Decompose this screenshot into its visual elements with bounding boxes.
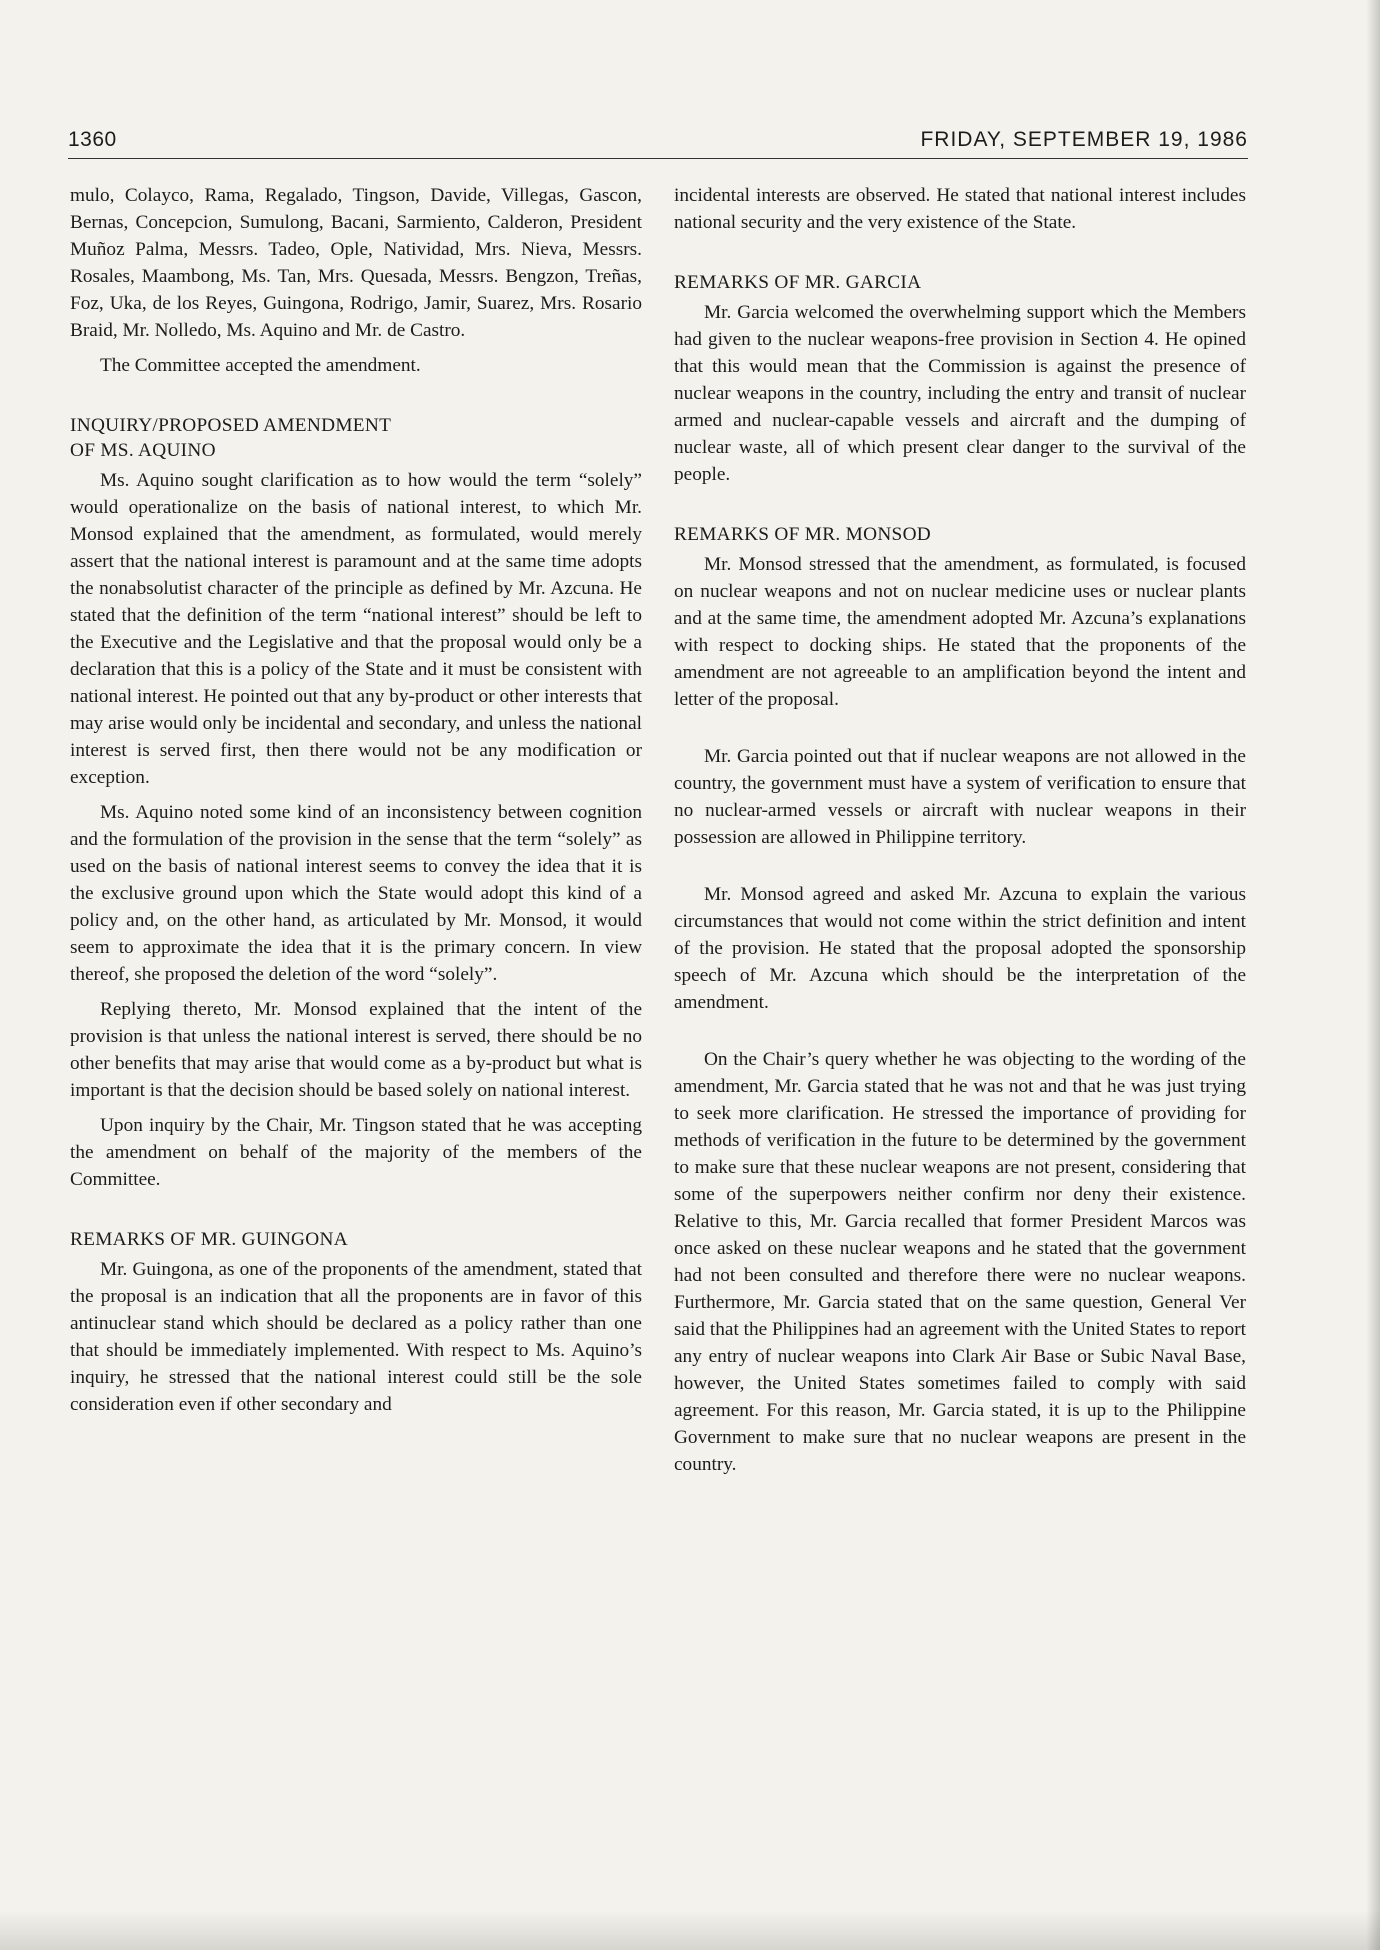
paragraph: Ms. Aquino noted some kind of an inconsistency between cognition and the formulation of the provision in the sense that the term “solely” as used on the basis of national interest seems to convey the idea that it is the exclusive ground upon which the State would adopt this kind of a policy and, on the other hand, as articulated by Mr. Monsod, it would seem to approximate the idea that it is the primary concern. In view thereof, she proposed the deletion of the word “solely”. <box>70 802 642 985</box>
section-heading-line: OF MS. AQUINO <box>70 440 216 461</box>
paragraph: Mr. Guingona, as one of the proponents of the amendment, stated that the proposal is an indication that all the proponents are in favor of this antinuclear stand which should be declared as a policy rather than one that should be immediately implemented. With respect to Ms. Aquino’s inquiry, he stressed that the national interest could still be the sole consideration even if other secondary and <box>70 1259 642 1415</box>
paragraph: The Committee accepted the amendment. <box>100 355 421 376</box>
page-date: FRIDAY, SEPTEMBER 19, 1986 <box>920 128 1248 151</box>
section-heading-line: INQUIRY/PROPOSED AMENDMENT <box>70 415 392 436</box>
paragraph-gap <box>674 721 1246 743</box>
section-heading <box>70 413 642 463</box>
paragraph: Ms. Aquino sought clarification as to how would the term “solely” would operationalize on the basis of national interest, to which Mr. Monsod explained that the amendment, as formulated, would merely assert that the national interest is paramount and at the same time adopts the nonabsolutist character of the principle as defined by Mr. Azcuna. He stated that the definition of the term “national interest” should be left to the Executive and the Legislative and that the proposal would only be a declaration that this is a policy of the State and it must be consistent with national interest. He pointed out that any by-product or other interests that may arise would only be incidental and secondary, and unless the national interest is served first, then there would not be any modification or exception. <box>70 470 642 788</box>
paragraph: incidental interests are observed. He stated that national interest includes national security and the very existence of the State. <box>674 185 1246 233</box>
paragraph: Mr. Monsod agreed and asked Mr. Azcuna to explain the various circumstances that would not come within the strict definition and intent of the provision. He stated that the proposal adopted the sponsorship speech of Mr. Azcuna which should be the interpretation of the amendment. <box>674 884 1246 1013</box>
paragraph: Upon inquiry by the Chair, Mr. Tingson stated that he was accepting the amendment on behalf of the majority of the members of the Committee. <box>70 1115 642 1190</box>
scan-shadow-edge <box>1366 0 1380 1950</box>
page-number: 1360 <box>68 128 117 151</box>
paragraph: Mr. Garcia welcomed the overwhelming support which the Members had given to the nuclear weapons-free provision in Section 4. He opined that this would mean that the Commission is against the presence of nuclear weapons in the country, including the entry and transit of nuclear armed and nuclear-capable vessels and aircraft and the dumping of nuclear waste, all of which present clear danger to the survival of the people. <box>674 302 1246 485</box>
left-column <box>70 182 642 1426</box>
section-heading: REMARKS OF MR. GUINGONA <box>70 1229 348 1250</box>
paragraph-gap <box>674 859 1246 881</box>
paragraph: mulo, Colayco, Rama, Regalado, Tingson, Davide, Villegas, Gascon, Bernas, Concepcion, Sumulong, Bacani, Sarmiento, Calderon, President Muñoz Palma, Messrs. Tadeo, Ople, Natividad, Mrs. Nieva, Messrs. Rosales, Maambong, Ms. Tan, Mrs. Quesada, Messrs. Bengzon, Treñas, Foz, Uka, de los Reyes, Guingona, Rodrigo, Jamir, Suarez, Mrs. Rosario Braid, Mr. Nolledo, Ms. Aquino and Mr. de Castro. <box>70 185 642 341</box>
paragraph: Mr. Garcia pointed out that if nuclear weapons are not allowed in the country, the government must have a system of verification to ensure that no nuclear-armed vessels or aircraft with nuclear weapons in their possession are allowed in Philippine territory. <box>674 746 1246 848</box>
right-column <box>674 182 1246 1486</box>
section-heading: REMARKS OF MR. GARCIA <box>674 272 922 293</box>
paragraph: On the Chair’s query whether he was objecting to the wording of the amendment, Mr. Garcia stated that he was not and that he was just trying to seek more clarification. He stressed the importance of providing for methods of verification in the future to be determined by the government to make sure that these nuclear weapons are not present, considering that some of the superpowers neither confirm nor deny their existence. Relative to this, Mr. Garcia recalled that former President Marcos was once asked on these nuclear weapons and he stated that the government had not been consulted and therefore there were no nuclear weapons. Furthermore, Mr. Garcia stated that on the same question, General Ver said that the Philippines had an agreement with the United States to report any entry of nuclear weapons into Clark Air Base or Subic Naval Base, however, the United States sometimes failed to comply with said agreement. For this reason, Mr. Garcia stated, it is up to the Philippine Government to make sure that no nuclear weapons are present in the country. <box>674 1049 1246 1475</box>
paragraph: Replying thereto, Mr. Monsod explained that the intent of the provision is that unless the national interest is served, there should be no other benefits that may arise that would come as a by-product but what is important is that the decision should be based solely on national interest. <box>70 999 642 1101</box>
section-heading: REMARKS OF MR. MONSOD <box>674 524 932 545</box>
header-rule <box>68 158 1248 159</box>
paragraph-gap <box>674 1024 1246 1046</box>
scan-shadow-bottom <box>0 1910 1380 1950</box>
page-header <box>68 128 1248 162</box>
paragraph: Mr. Monsod stressed that the amendment, as formulated, is focused on nuclear weapons and not on nuclear medicine uses or nuclear plants and at the same time, the amendment adopted Mr. Azcuna’s explanations with respect to docking ships. He stated that the proponents of the amendment are not agreeable to an amplification beyond the intent and letter of the proposal. <box>674 554 1246 710</box>
